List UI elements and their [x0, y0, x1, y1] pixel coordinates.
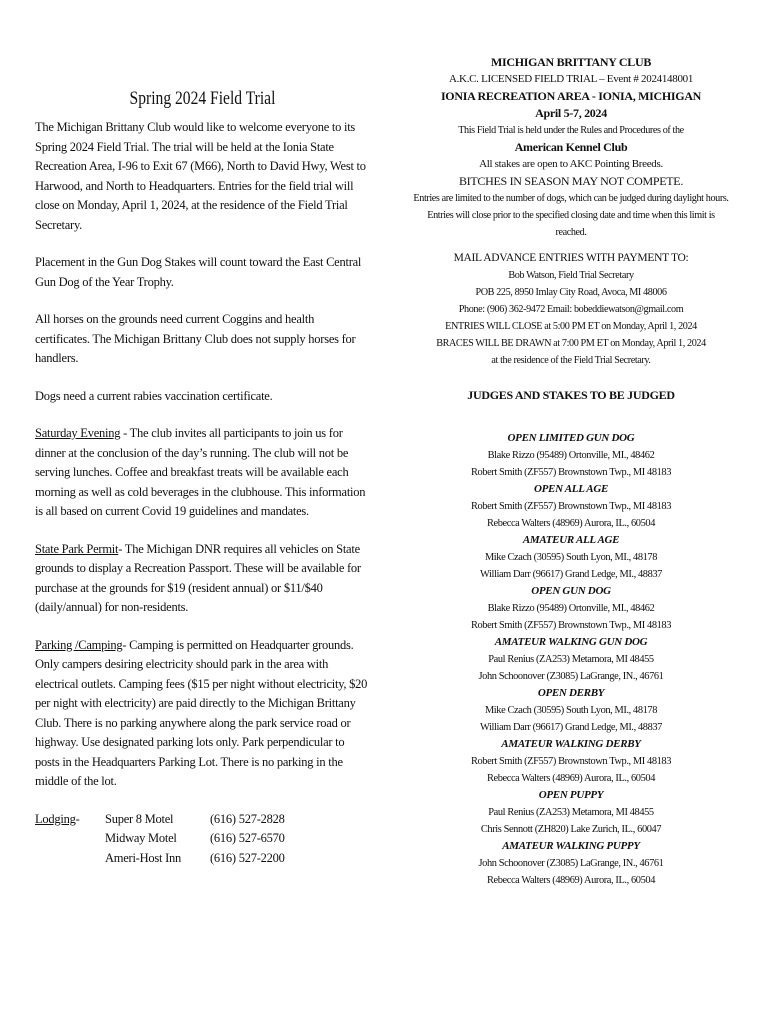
limit-line: Entries are limited to the number of dogs, which can be judged during daylight hours. [413, 193, 729, 204]
residence-line: at the residence of the Field Trial Secretary. [491, 355, 651, 366]
page-title: Spring 2024 Field Trial [129, 88, 276, 109]
judge-line: Mike Czach (30595) South Lyon, MI., 48178 [484, 552, 658, 563]
stake-block [412, 634, 730, 685]
lodging-label: Lodging- [35, 811, 80, 826]
stake-name: OPEN DERBY [537, 687, 605, 699]
judge-line: Robert Smith (ZF557) Brownstown Twp., MI 48183 [470, 467, 672, 478]
braces-line: BRACES WILL BE DRAWN at 7:00 PM ET on Monday, April 1, 2024 [436, 338, 706, 349]
parking-label: Parking /Camping [35, 637, 123, 652]
club-name: MICHIGAN BRITTANY CLUB [490, 55, 652, 69]
dogs-paragraph: Dogs need a current rabies vaccination certificate. [35, 388, 273, 403]
stake-block [412, 685, 730, 736]
judge-line: William Darr (96617) Grand Ledge, MI., 48837 [480, 569, 662, 580]
lodging-phone: (616) 527-2200 [210, 850, 285, 865]
stake-block [412, 481, 730, 532]
address-line: POB 225, 8950 Imlay City Road, Avoca, MI 48006 [475, 287, 667, 298]
judge-line: Robert Smith (ZF557) Brownstown Twp., MI 48183 [470, 620, 672, 631]
saturday-paragraph [35, 424, 370, 522]
judge-line: Chris Sennott (ZH820) Lake Zurich, IL., 60047 [480, 824, 662, 835]
contact-line: Phone: (906) 362-9472 Email: bobeddiewatson@gmail.com [458, 304, 684, 315]
bitches-line: BITCHES IN SEASON MAY NOT COMPETE. [458, 174, 684, 188]
judge-line: William Darr (96617) Grand Ledge, MI., 48837 [480, 722, 662, 733]
judge-line: Paul Renius (ZA253) Metamora, MI 48455 [488, 807, 654, 818]
stake-name: AMATEUR ALL AGE [522, 534, 620, 546]
rules-line: This Field Trial is held under the Rules and Procedures of the [458, 125, 684, 136]
placement-paragraph: Placement in the Gun Dog Stakes will count toward the East Central Gun Dog of the Year Trophy. [35, 255, 362, 289]
stake-block [412, 532, 730, 583]
judge-line: Robert Smith (ZF557) Brownstown Twp., MI 48183 [470, 756, 672, 767]
lodging-name: Midway Motel [105, 831, 177, 845]
licensed-trial: A.K.C. LICENSED FIELD TRIAL – Event # 2024148001 [448, 73, 694, 85]
trial-dates: April 5-7, 2024 [535, 106, 607, 120]
left-column [35, 88, 370, 868]
lodging-name: Ameri-Host Inn [105, 850, 181, 865]
stake-name: OPEN PUPPY [538, 789, 604, 801]
judge-line: Paul Renius (ZA253) Metamora, MI 48455 [488, 654, 654, 665]
intro-paragraph: The Michigan Brittany Club would like to welcome everyone to its Spring 2024 Field Trial. The trial will be held at the Ionia State Recreation Area, I-96 to Exit 67 (M66), North to David Hwy, West to Harwood, and North to Headquarters. Entries for the field trial will close on Monday, April 1, 2024, at the residence of the Field Trial Secretary. [35, 120, 366, 232]
mail-heading: MAIL ADVANCE ENTRIES WITH PAYMENT TO: [453, 252, 689, 264]
judge-line: Rebecca Walters (48969) Aurora, IL., 60504 [487, 518, 655, 529]
stake-name: OPEN LIMITED GUN DOG [507, 432, 635, 444]
stake-name: AMATEUR WALKING GUN DOG [494, 636, 648, 648]
stake-name: OPEN ALL AGE [533, 483, 608, 495]
judge-line: Robert Smith (ZF557) Brownstown Twp., MI 48183 [470, 501, 672, 512]
judge-line: Blake Rizzo (95489) Ortonville, MI., 48462 [487, 450, 655, 461]
lodging-phone: (616) 527-2828 [210, 811, 285, 826]
judges-header: JUDGES AND STAKES TO BE JUDGED [467, 388, 675, 402]
akc-line: American Kennel Club [514, 140, 628, 154]
lodging-table [35, 810, 370, 869]
judge-line: Mike Czach (30595) South Lyon, MI., 48178 [484, 705, 658, 716]
stake-name: OPEN GUN DOG [531, 585, 611, 597]
secretary-line: Bob Watson, Field Trial Secretary [508, 270, 634, 281]
close-line: ENTRIES WILL CLOSE at 5:00 PM ET on Monday, April 1, 2024 [445, 321, 697, 332]
stake-name: AMATEUR WALKING DERBY [501, 738, 641, 750]
parking-paragraph [35, 636, 370, 792]
parking-text: - Camping is permitted on Headquarter grounds. Only campers desiring electricity should park in the area with electrical outlets. Camping fees ($15 per night without electricity, $20 per night with electricity) are paid directly to the Michigan Brittany Club. There is no parking anywhere along the park service road or highway. Use designated parking lots only. Park perpendicular to posts in the Headquarters Parking Lot. There is no parking in the middle of the lot. [35, 637, 368, 788]
stake-block [412, 583, 730, 634]
permit-paragraph [35, 540, 370, 618]
judge-line: Blake Rizzo (95489) Ortonville, MI., 48462 [487, 603, 655, 614]
saturday-text: - The club invites all participants to join us for dinner at the conclusion of the day’s running. The club will not be serving lunches. Coffee and breakfast treats will be available each morning as well as cold beverages in the clubhouse. This information is all based on current Covid 19 guidelines and mandates. [35, 426, 366, 518]
stake-block [412, 838, 730, 889]
judge-line: John Schoonover (Z3085) LaGrange, IN., 46761 [478, 858, 664, 869]
lodging-phone: (616) 527-6570 [210, 831, 285, 845]
location: IONIA RECREATION AREA - IONIA, MICHIGAN [440, 89, 702, 103]
right-column [412, 54, 730, 889]
stake-name: AMATEUR WALKING PUPPY [502, 840, 640, 852]
judge-line: John Schoonover (Z3085) LaGrange, IN., 46761 [478, 671, 664, 682]
permit-label: State Park Permit [35, 541, 119, 556]
judge-line: Rebecca Walters (48969) Aurora, IL., 60504 [487, 773, 655, 784]
lodging-name: Super 8 Motel [105, 811, 174, 826]
horses-paragraph: All horses on the grounds need current Coggins and health certificates. The Michigan Brittany Club does not supply horses for handlers. [35, 312, 356, 365]
stake-block [412, 736, 730, 787]
limit-line: Entries will close prior to the specified closing date and time when this limit is reached. [427, 210, 715, 238]
judge-line: Rebecca Walters (48969) Aurora, IL., 60504 [487, 875, 655, 886]
saturday-label: Saturday Evening [35, 426, 121, 440]
stake-block [412, 430, 730, 481]
permit-text: - The Michigan DNR requires all vehicles on State grounds to display a Recreation Passport. These will be available for purchase at the grounds for $19 (resident annual) or $11/$40 (daily/annual) for non-residents. [35, 541, 361, 614]
open-to-line: All stakes are open to AKC Pointing Breeds. [479, 158, 663, 170]
stake-block [412, 787, 730, 838]
